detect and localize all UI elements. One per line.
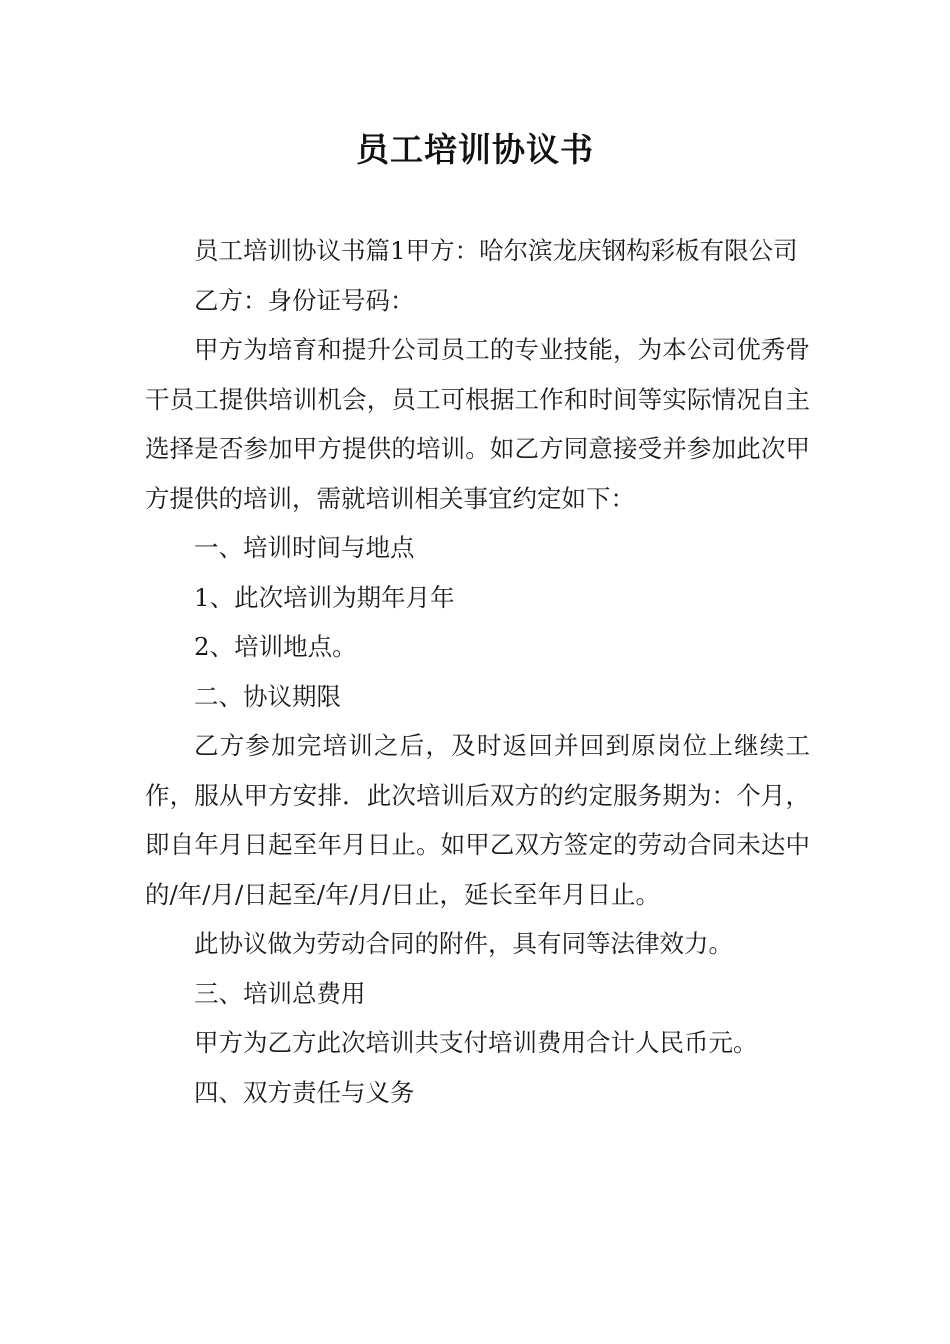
- heading-agreement-term: 二、协议期限: [194, 681, 341, 711]
- paragraph-party-b: 乙方：身份证号码：: [194, 285, 415, 315]
- paragraph-preamble: 甲方为培育和提升公司员工的专业技能，为本公司优秀骨干员工提供培训机会，员工可根据工作和时间等实际情况自主选择是否参加甲方提供的培训。如乙方同意接受并参加此次甲方提供的培训，需就培训相关事宜约定如下：: [145, 335, 810, 513]
- heading-responsibilities: 四、双方责任与义务: [194, 1077, 415, 1107]
- document-title: 员工培训协议书: [356, 130, 594, 169]
- paragraph-training-location: 2、培训地点。: [194, 632, 357, 661]
- paragraph-training-period: 1、此次培训为期年月年: [194, 582, 455, 612]
- heading-training-time-place: 一、培训时间与地点: [194, 533, 415, 562]
- paragraph-party-a: 员工培训协议书篇1甲方：哈尔滨龙庆钢构彩板有限公司: [194, 236, 798, 265]
- paragraph-training-cost: 甲方为乙方此次培训共支付培训费用合计人民币元。: [194, 1028, 758, 1057]
- document-body: [145, 226, 810, 1117]
- paragraph-service-period: 乙方参加完培训之后，及时返回并回到原岗位上继续工作，服从甲方安排．此次培训后双方的约定服务期为：个月，即自年月日起至年月日止。如甲乙双方签定的劳动合同未达中的/年/月/日起至/年/月/日止，延长至年月日止。: [145, 731, 810, 909]
- heading-training-cost: 三、培训总费用: [194, 978, 366, 1008]
- paragraph-legal-effect: 此协议做为劳动合同的附件，具有同等法律效力。: [194, 929, 733, 958]
